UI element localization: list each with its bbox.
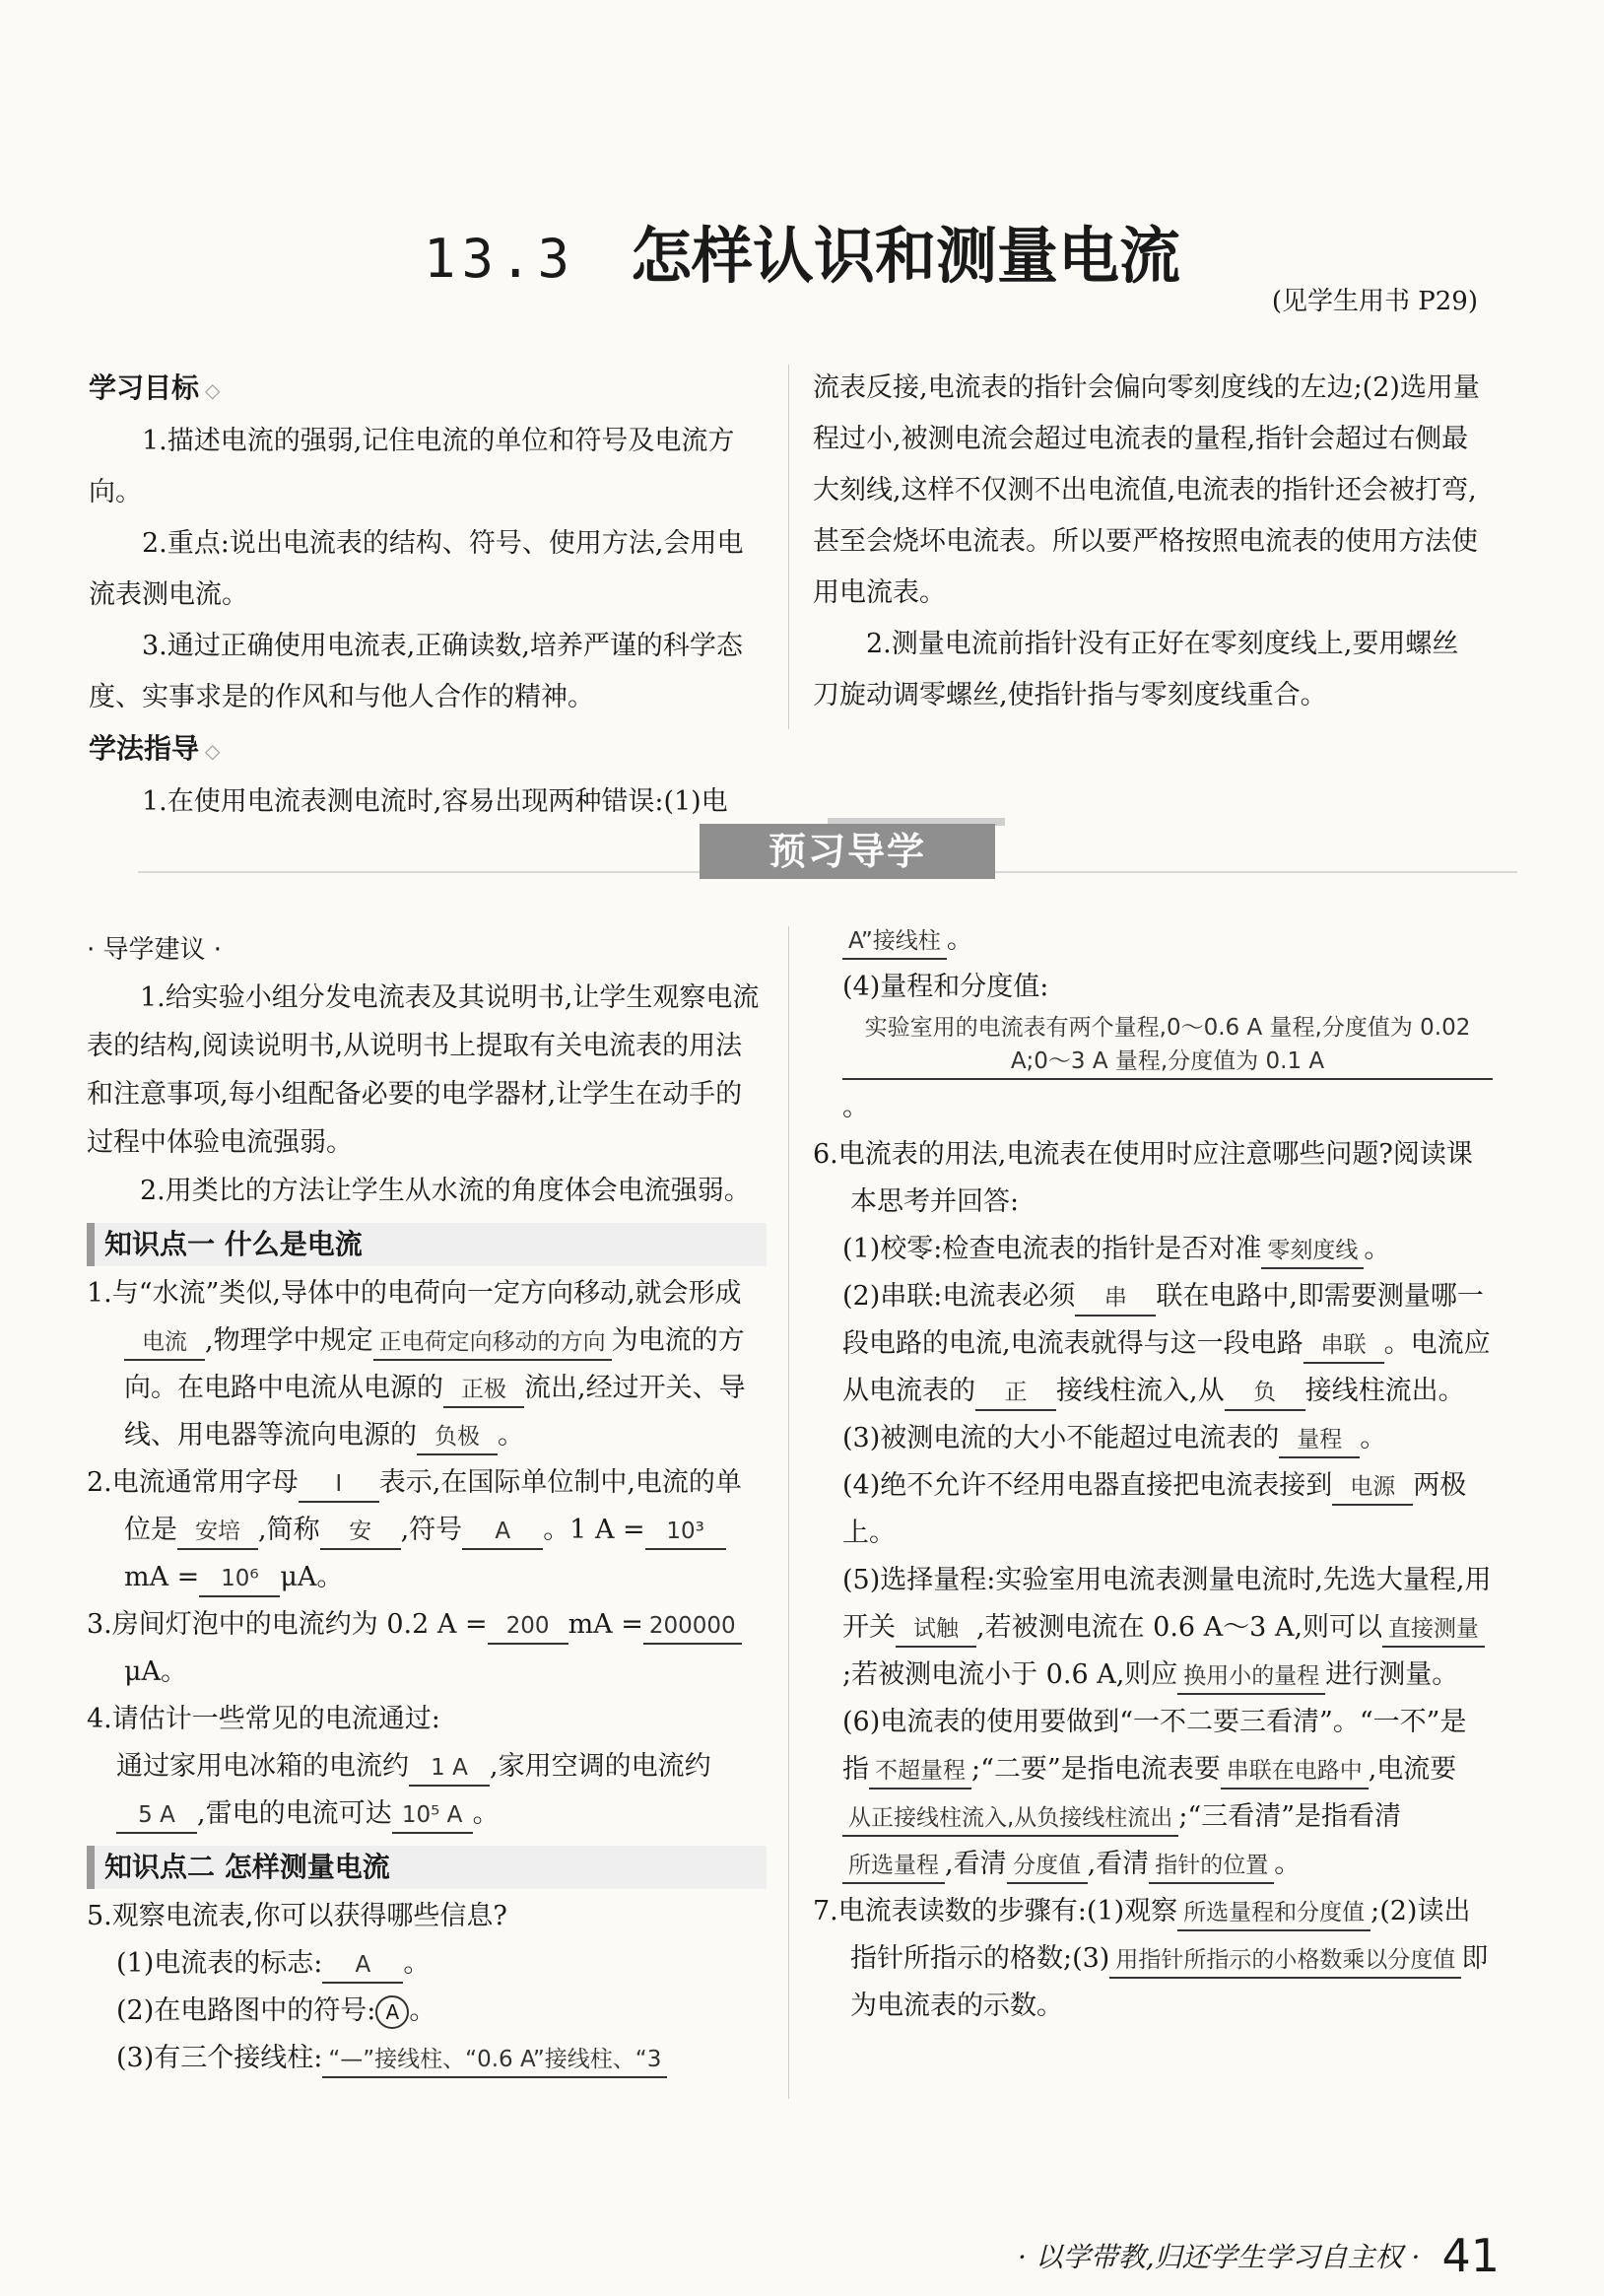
answer-blank: 200000 (643, 1609, 742, 1645)
book-reference: (见学生用书 P29) (1271, 287, 1478, 316)
question-6-item: (2)串联:电流表必须 串 联在电路中,即需要测量哪一段电路的电流,电流表就得与这一段电路 串联 。电流应从电流表的 正 接线柱流入,从 负 接线柱流出。 (813, 1273, 1493, 1415)
answer-blank: 量程 (1279, 1423, 1360, 1458)
goals-heading: 学习目标 ◇ (89, 371, 221, 404)
answer-blank: 安 (320, 1515, 401, 1550)
question-6-item: (3)被测电流的大小不能超过电流表的 量程 。 (813, 1415, 1493, 1462)
goal-item: 2.重点:说出电流表的结构、符号、使用方法,会用电流表测电流。 (89, 528, 744, 610)
guide-text: 1.给实验小组分发电流表及其说明书,让学生观察电流表的结构,阅读说明书,从说明书上提取有关电流表的用法和注意事项,每小组配备必要的电学器材,让学生在动手的过程中体验电流强弱。 (87, 982, 760, 1158)
answer-blank: 换用小的量程 (1177, 1659, 1325, 1695)
answer-blank: 负极 (417, 1420, 498, 1455)
answer-blank: 电源 (1332, 1470, 1413, 1506)
goal-item: 3.通过正确使用电流表,正确读数,培养严谨的科学态度、实事求是的作风和与他人合作的精神。 (89, 631, 743, 712)
bottom-left-column (87, 926, 767, 2082)
diamond-icon: ◇ (205, 378, 221, 402)
answer-blank: 实验室用的电流表有两个量程,0～0.6 A 量程,分度值为 0.02 A;0～3 A 量程,分度值为 0.1 A (842, 1011, 1493, 1080)
column-divider (788, 365, 789, 729)
answer-blank: 直接测量 (1382, 1612, 1485, 1648)
answer-blank: 10³ (645, 1515, 726, 1550)
method-text: 1.在使用电流表测电流时,容易出现两种错误:(1)电 (142, 786, 728, 817)
top-left-column (89, 363, 759, 828)
answer-blank: 所选量程和分度值 (1177, 1896, 1370, 1931)
banner-label: 预习导学 (700, 824, 995, 879)
question-3: 3.房间灯泡中的电流约为 0.2 A = 200 mA = 200000μA。 (87, 1601, 767, 1696)
answer-blank: 串 (1075, 1281, 1156, 1317)
answer-blank: 200 (488, 1609, 568, 1645)
question-6: 6.电流表的用法,电流表在使用时应注意哪些问题?阅读课本思考并回答: (813, 1139, 1473, 1217)
answer-blank: 试触 (896, 1612, 976, 1648)
question-7: 7.电流表读数的步骤有:(1)观察 所选量程和分度值 ;(2)读出指针所指示的格数;(3) 用指针所指示的小格数乘以分度值 即为电流表的示数。 (813, 1896, 1489, 2021)
section-number: 13.3 (423, 228, 576, 290)
bottom-right-column (813, 916, 1493, 2030)
knowledge-point-heading: 知识点二 怎样测量电流 (87, 1846, 767, 1889)
answer-blank: “—”接线柱、“0.6 A”接线柱、“3 (322, 2043, 667, 2078)
section-title: 怎样认识和测量电流 (631, 220, 1181, 292)
question-6-item: (4)绝不允许不经用电器直接把电流表接到 电源 两极上。 (842, 1470, 1467, 1548)
question-6-item: (5)选择量程:实验室用电流表测量电流时,先选大量程,用开关 试触 ,若被测电流在 0.6 A～3 A,则可以 直接测量;若被测电流小于 0.6 A,则应 换用小的量程 进行测量。 (813, 1557, 1493, 1699)
question-5-item: (2)在电路图中的符号: A 。 (87, 1988, 767, 2035)
question-4: 4.请估计一些常见的电流通过: (87, 1704, 440, 1734)
diamond-icon: ◇ (205, 739, 221, 763)
answer-blank: 10⁵ A (392, 1798, 473, 1834)
answer-blank: 1 A (409, 1751, 490, 1787)
guide-heading: · 导学建议 · (87, 935, 223, 965)
method-heading: 学法指导 ◇ (89, 732, 221, 765)
question-6-item: (1)校零:检查电流表的指针是否对准 零刻度线 。 (813, 1226, 1493, 1273)
top-right-column (813, 363, 1483, 721)
section-banner (138, 818, 1517, 877)
question-2: 2.电流通常用字母 I 表示,在国际单位制中,电流的单位是 安培 ,简称 安 ,符号 A 。1 A = 10³mA = 10⁶ μA。 (87, 1459, 767, 1601)
answer-blank: 串联 (1303, 1328, 1384, 1364)
answer-blank: 不超量程 (869, 1754, 971, 1790)
page-footer (1018, 2229, 1500, 2282)
method-text-cont: 流表反接,电流表的指针会偏向零刻度线的左边;(2)选用量程过小,被测电流会超过电流表的量程,指针会超过右侧最大刻线,这样不仅测不出电流值,电流表的指针还会被打弯,甚至会烧坏电流表。所以要严格按照电流表的使用方法使用电流表。 (813, 372, 1480, 608)
answer-blank: 10⁶ (199, 1562, 280, 1597)
answer-blank: I (299, 1467, 379, 1503)
goal-item: 1.描述电流的强弱,记住电流的单位和符号及电流方向。 (89, 426, 735, 507)
answer-blank: 安培 (177, 1515, 258, 1550)
question-5-item: (4)量程和分度值:实验室用的电流表有两个量程,0～0.6 A 量程,分度值为 0.02 A;0～3 A 量程,分度值为 0.1 A。 (813, 964, 1493, 1131)
question-5-item: (3)有三个接线柱: “—”接线柱、“0.6 A”接线柱、“3 (87, 2035, 767, 2082)
question-5: 5.观察电流表,你可以获得哪些信息? (87, 1901, 507, 1931)
answer-blank: A (462, 1515, 543, 1550)
question-4-body: 通过家用电冰箱的电流约 1 A ,家用空调的电流约5 A ,雷电的电流可达 10⁵ A 。 (87, 1743, 767, 1838)
answer-blank: 正 (975, 1376, 1056, 1411)
answer-blank: 正极 (443, 1373, 524, 1408)
answer-blank: 电流 (124, 1325, 205, 1361)
footer-slogan: · 以学带教,归还学生学习自主权 · (1017, 2241, 1421, 2273)
question-1: 1.与“水流”类似,导体中的电荷向一定方向移动,就会形成电流 ,物理学中规定 正电荷定向移动的方向 为电流的方向。在电路中电流从电源的 正极 流出,经过开关、导线、用电器等流向电源的 负极 。 (87, 1270, 767, 1459)
answer-blank: 从正接线柱流入,从负接线柱流出 (842, 1801, 1178, 1837)
column-divider (788, 926, 789, 2099)
guide-text: 2.用类比的方法让学生从水流的角度体会电流强弱。 (140, 1176, 751, 1206)
answer-blank: A (322, 1948, 403, 1984)
answer-blank: 零刻度线 (1261, 1234, 1364, 1269)
answer-blank: 5 A (116, 1798, 197, 1834)
question-6-item: (6)电流表的使用要做到“一不二要三看清”。“一不”是指 不超量程 ;“二要”是指电流表要 串联在电路中 ,电流要从正接线柱流入,从负接线柱流出 ;“三看清”是指看清所选量程 ,看清 分度值 ,看清 指针的位置 。 (813, 1699, 1493, 1888)
answer-blank: 串联在电路中 (1221, 1754, 1369, 1790)
ammeter-symbol: A (375, 1995, 409, 2029)
answer-blank: 用指针所指示的小格数乘以分度值 (1109, 1943, 1461, 1979)
question-5-cont: A”接线柱 。 (813, 916, 1493, 964)
answer-blank: A”接线柱 (842, 924, 947, 960)
answer-blank: 负 (1225, 1376, 1305, 1411)
page-number: 41 (1441, 2229, 1500, 2282)
method-text-2: 2.测量电流前指针没有正好在零刻度线上,要用螺丝刀旋动调零螺丝,使指针指与零刻度线重合。 (813, 629, 1459, 710)
knowledge-point-heading: 知识点一 什么是电流 (87, 1223, 767, 1266)
answer-blank: 所选量程 (842, 1849, 945, 1884)
answer-blank: 分度值 (1007, 1849, 1088, 1884)
answer-blank: 正电荷定向移动的方向 (373, 1325, 612, 1361)
answer-blank: 指针的位置 (1149, 1849, 1274, 1884)
question-5-item: (1)电流表的标志: A 。 (87, 1940, 767, 1988)
